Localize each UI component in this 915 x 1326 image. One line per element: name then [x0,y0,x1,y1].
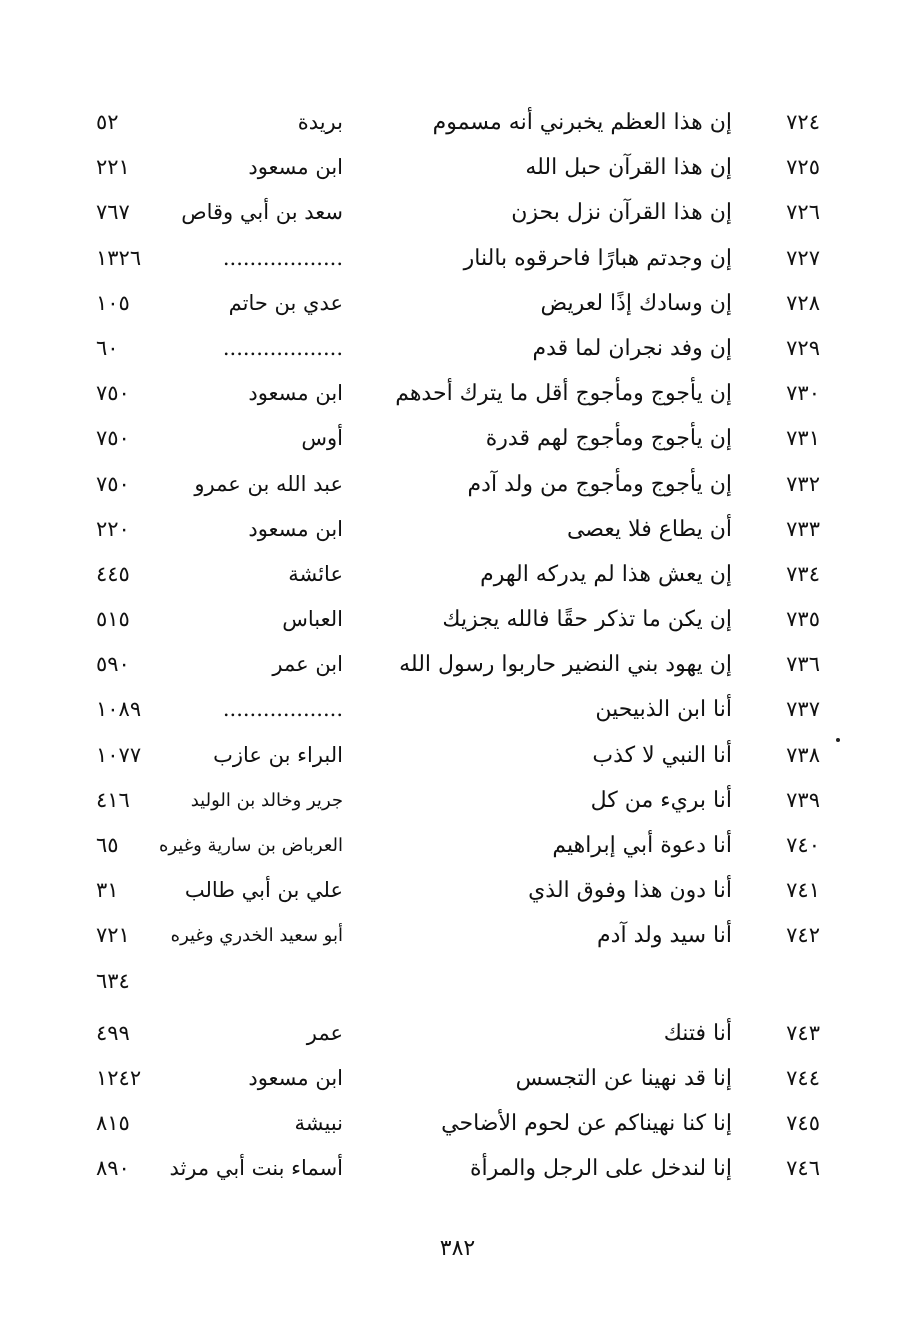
hadith-text: إن وفد نجران لما قدم [532,335,732,361]
entry-number: ٧٤٢ [786,923,820,948]
narrator-name: جرير وخالد بن الوليد [190,789,343,811]
hadith-text: إن وسادك إذًا لعريض [540,290,732,316]
list-item [0,100,915,145]
narrator-name: ابن مسعود [248,1065,343,1090]
narrator-name: ابن مسعود [248,516,343,541]
page-reference: ٢٢٠ [96,516,130,541]
entry-number: ٧٣٤ [786,561,820,586]
hadith-text: إنا لندخل على الرجل والمرأة [470,1156,732,1182]
hadith-text: إن يأجوج ومأجوج لهم قدرة [485,426,732,452]
narrator-name: علي بن أبي طالب [184,878,343,903]
entry-number: ٧٤٠ [786,833,820,857]
narrator-name: العباس [282,607,343,632]
list-item [0,236,915,281]
narrator-name: ابن مسعود [248,155,343,180]
entry-number: ٧٢٦ [786,200,820,225]
page-reference: ٥٢ [96,110,119,134]
page-number: ٣٨٢ [439,1236,476,1261]
list-item [0,1011,915,1056]
list-item [0,326,915,371]
page-reference: ١٠٧٧ [96,742,142,767]
page-reference: ٦٠ [96,335,119,360]
entry-number: ٧٢٧ [786,245,820,270]
list-item [0,868,915,913]
narrator-name: ابن عمر [272,652,343,677]
page-reference: ٤١٦ [96,787,130,812]
page-reference: ٦٥ [96,833,119,857]
page-reference: ٦٣٤ [96,968,130,993]
narrator-name: عبد الله بن عمرو [194,471,343,496]
ink-speck [836,738,840,742]
entry-number: ٧٢٤ [786,110,820,134]
page-reference: ١٠٨٩ [96,697,142,722]
narrator-name: عمر [306,1020,343,1045]
hadith-text: إن يأجوج ومأجوج من ولد آدم [467,471,732,497]
list-item [0,1101,915,1146]
list-item [0,507,915,552]
entry-number: ٧٣٧ [786,697,820,722]
entry-number: ٧٣٦ [786,652,820,677]
list-item [0,913,915,958]
page-reference: ٣١ [96,878,119,903]
page-reference: ٢٢١ [96,155,130,180]
narrator-name: بريدة [297,110,343,134]
entry-number: ٧٣٢ [786,471,820,496]
hadith-text: أنا فتنك [663,1020,732,1046]
entry-number: ٧٣١ [786,426,820,451]
hadith-text: إن يعش هذا لم يدركه الهرم [480,561,732,587]
narrator-name: أبو سعيد الخدري وغيره [170,925,343,947]
page-reference: ٧٥٠ [96,381,130,406]
entry-number: ٧٤٤ [786,1065,820,1090]
narrator-name: عدي بن حاتم [228,290,343,315]
page-reference: ١٢٤٢ [96,1065,142,1090]
narrator-name: العرباض بن سارية وغيره [158,835,343,856]
list-item [0,416,915,461]
hadith-text: إن هذا القرآن نزل بحزن [511,200,732,226]
list-item [0,823,915,868]
hadith-text: أنا دون هذا وفوق الذي [528,878,732,904]
narrator-name: أوس [301,426,343,451]
narrator-name: سعد بن أبي وقاص [181,200,343,225]
page-reference: ٥١٥ [96,607,130,632]
list-item [0,778,915,823]
narrator-name: .................. [222,697,343,722]
narrator-name: أسماء بنت أبي مرثد [169,1156,343,1181]
entry-number: ٧٤٦ [786,1156,820,1181]
page-reference: ٧٥٠ [96,426,130,451]
hadith-text: أنا النبي لا كذب [592,742,732,768]
page-reference: ٤٤٥ [96,561,130,586]
list-item [0,190,915,235]
list-item-continuation [0,959,915,995]
hadith-text: إن هذا العظم يخبرني أنه مسموم [432,110,732,135]
hadith-index-list [0,100,915,1191]
entry-number: ٧٣٣ [786,516,820,541]
hadith-text: إن هذا القرآن حبل الله [525,155,732,181]
list-item [0,733,915,778]
page-reference: ١٠٥ [96,290,130,315]
list-item [0,281,915,326]
entry-number: ٧٣٠ [786,381,820,406]
page-reference: ٧٦٧ [96,200,130,225]
hadith-text: إن يكن ما تذكر حقًا فالله يجزيك [442,607,732,633]
page-reference: ٥٩٠ [96,652,130,677]
page-reference: ٧٥٠ [96,471,130,496]
page-reference: ٨١٥ [96,1110,130,1135]
narrator-name: ابن مسعود [248,381,343,406]
narrator-name: نبيشة [294,1110,343,1135]
entry-number: ٧٤٥ [786,1110,820,1135]
hadith-text: إن يهود بني النضير حاربوا رسول الله [399,652,732,678]
entry-number: ٧٣٩ [786,787,820,812]
hadith-text: إنا قد نهينا عن التجسس [515,1065,732,1091]
entry-number: ٧٣٥ [786,607,820,632]
list-item [0,597,915,642]
page-reference: ١٣٢٦ [96,245,142,270]
list-item [0,1146,915,1191]
hadith-text: أنا بريء من كل [590,787,732,813]
entry-number: ٧٤٣ [786,1020,820,1045]
hadith-text: أنا سيد ولد آدم [597,923,732,949]
entry-number: ٧٢٥ [786,155,820,180]
hadith-text: أنا ابن الذبيحين [595,697,732,723]
entry-number: ٧٢٨ [786,290,820,315]
entry-number: ٧٤١ [786,878,820,903]
hadith-text: إنا كنا نهيناكم عن لحوم الأضاحي [441,1110,732,1136]
hadith-text: إن وجدتم هبارًا فاحرقوه بالنار [463,245,732,271]
list-item [0,642,915,687]
list-item [0,552,915,597]
hadith-text: أن يطاع فلا يعصى [566,516,732,542]
narrator-name: عائشة [288,561,343,586]
narrator-name: .................. [222,245,343,270]
hadith-text: إن يأجوج ومأجوج أقل ما يترك أحدهم [395,381,732,407]
entry-number: ٧٣٨ [786,742,820,767]
narrator-name: .................. [222,335,343,360]
list-item [0,687,915,732]
page-reference: ٤٩٩ [96,1020,130,1045]
list-item [0,371,915,416]
list-item [0,145,915,190]
list-item [0,1056,915,1101]
list-item [0,462,915,507]
page-reference: ٨٩٠ [96,1156,130,1181]
hadith-text: أنا دعوة أبي إبراهيم [552,833,732,858]
narrator-name: البراء بن عازب [213,742,343,767]
entry-number: ٧٢٩ [786,335,820,360]
page-reference: ٧٢١ [96,923,130,948]
